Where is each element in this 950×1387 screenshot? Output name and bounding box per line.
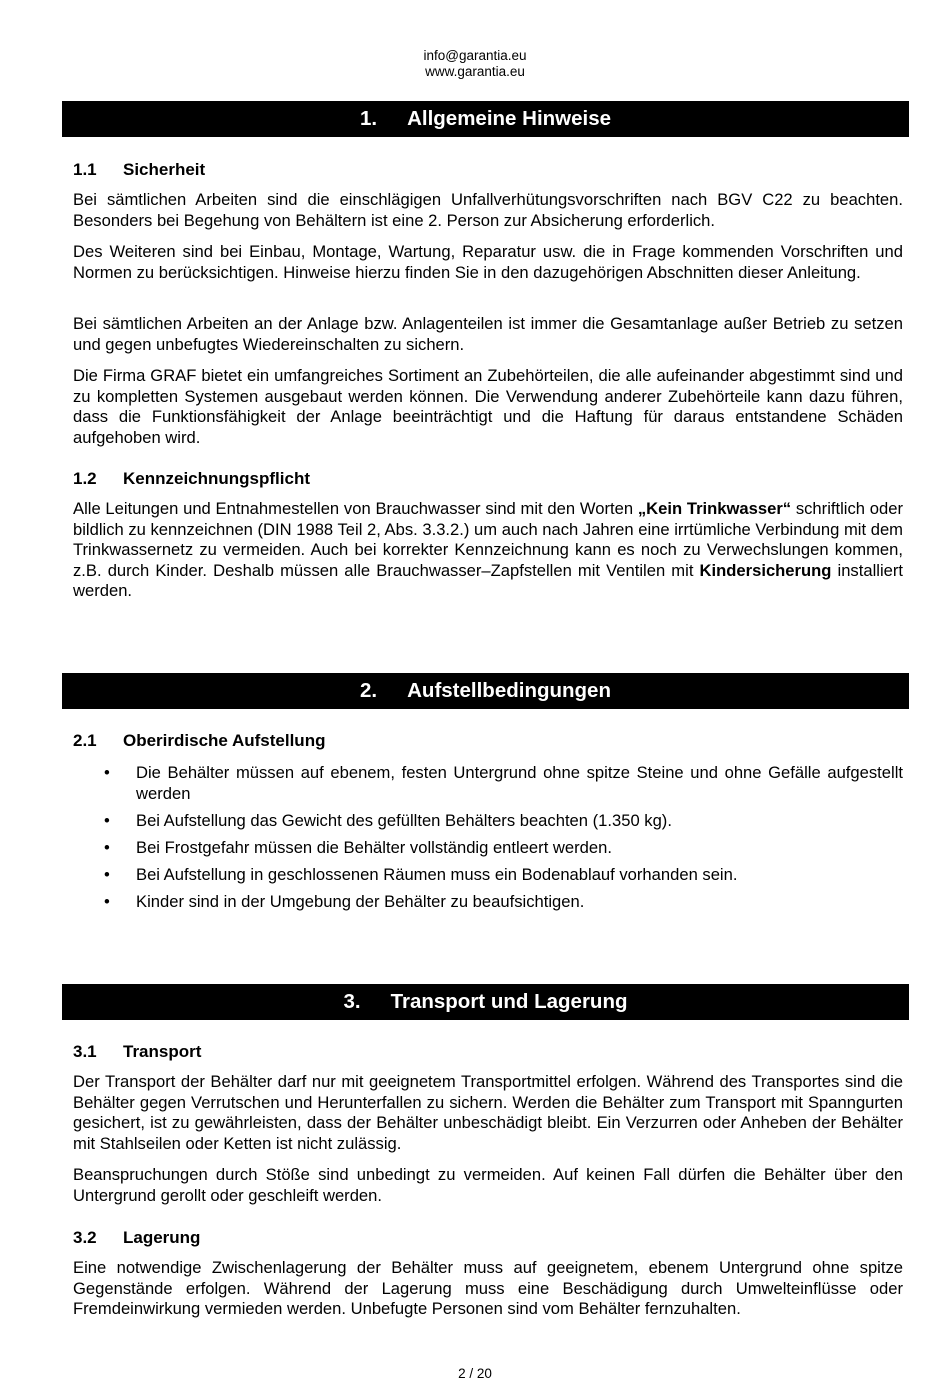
paragraph: Beanspruchungen durch Stöße sind unbedingt zu vermeiden. Auf keinen Fall dürfen die Behälter über den Untergrund gerollt oder geschleift werden.	[73, 1165, 903, 1205]
subsection-number: 1.2	[73, 469, 97, 488]
subsection-heading-2-1	[73, 731, 325, 751]
paragraph: Eine notwendige Zwischenlagerung der Behälter muss auf geeignetem, ebenem Untergrund ohne spitze Gegenstände erfolgen. Während der Lagerung muss eine Beschädigung durch Umwelteinflüsse oder Fremdeinwirkung vermieden werden. Unbefugte Personen sind vom Behälter fernzuhalten.	[73, 1258, 903, 1318]
header-website: www.garantia.eu	[425, 64, 525, 79]
paragraph: Des Weiteren sind bei Einbau, Montage, Wartung, Reparatur usw. die in Frage kommenden Vorschriften und Normen zu berücksichtigen. Hinweise hierzu finden Sie in den dazugehörigen Abschnitten dieser Anleitung.	[73, 242, 903, 282]
section-heading-3	[62, 984, 909, 1020]
section-number: 3.	[343, 990, 361, 1013]
list-item: • Bei Aufstellung in geschlossenen Räumen muss ein Bodenablauf vorhanden sein.	[73, 865, 903, 886]
subsection-number: 2.1	[73, 731, 97, 750]
subsection-heading-3-1	[73, 1042, 201, 1062]
subsection-number: 1.1	[73, 160, 97, 179]
paragraph-kennzeichnung	[73, 499, 903, 602]
subsection-heading-1-1	[73, 160, 205, 180]
paragraph: Die Firma GRAF bietet ein umfangreiches Sortiment an Zubehörteilen, die alle aufeinander abgestimmt sind und zu kompletten Systemen ausgebaut werden können. Die Verwendung anderer Zubehörteile kann dazu führen, dass die Funktionsfähigkeit der Anlage beeinträchtigt und die Haftung für daraus entstandene Schäden aufgehoben wird.	[73, 366, 903, 447]
section-title: Aufstellbedingungen	[407, 679, 611, 702]
section-number: 2.	[360, 679, 378, 702]
paragraph: Bei sämtlichen Arbeiten an der Anlage bzw. Anlagenteilen ist immer die Gesamtanlage außer Betrieb zu setzen und gegen unbefugtes Wiedereinschalten zu sichern.	[73, 314, 903, 354]
section-number: 1.	[359, 107, 378, 130]
subsection-title: Sicherheit	[123, 160, 206, 179]
bold-text: „Kein Trinkwasser“	[637, 499, 792, 518]
header-contact	[0, 48, 950, 80]
subsection-number: 3.1	[73, 1042, 97, 1061]
list-item: • Bei Frostgefahr müssen die Behälter vollständig entleert werden.	[73, 838, 903, 859]
section-title: Transport und Lagerung	[390, 990, 628, 1013]
paragraph: Der Transport der Behälter darf nur mit geeignetem Transportmittel erfolgen. Während des Transportes sind die Behälter gegen Verrutschen und Herunterfallen zu sichern. Werden die Behälter zum Transport mit Spanngurten gesichert, ist zu gewährleisten, dass der Behälter unbeschädigt bleibt. Ein Verzurren oder Anheben der Behälter mit Stahlseilen oder Ketten ist nicht zulässig.	[73, 1072, 903, 1153]
paragraph: Bei sämtlichen Arbeiten sind die einschlägigen Unfallverhütungsvorschriften nach BGV C22 zu beachten. Besonders bei Begehung von Behältern ist eine 2. Person zur Absicherung erforderlich.	[73, 190, 903, 230]
text-run: installiert werden.	[73, 560, 903, 600]
list-item: • Bei Aufstellung das Gewicht des gefüllten Behälters beachten (1.350 kg).	[73, 811, 903, 832]
text-run: schriftlich oder bildlich zu kennzeichnen (DIN 1988 Teil 2, Abs. 3.3.2.) um auch nach Jahren eine irrtümliche Verbindung mit dem Trinkwassernetz zu vermeiden. Auch bei korrekter Kennzeichnung kann es noch zu Verwechslungen kommen, z.B. durch Kinder. Deshalb müssen alle Brauchwasser–Zapfstellen mit Ventilen mit	[73, 499, 903, 580]
page-number: 2 / 20	[458, 1366, 492, 1381]
subsection-number: 3.2	[73, 1228, 97, 1247]
list-item: • Die Behälter müssen auf ebenem, festen Untergrund ohne spitze Steine und ohne Gefälle aufgestellt werden	[73, 763, 903, 804]
subsection-heading-3-2	[73, 1228, 200, 1248]
section-heading-2	[62, 673, 909, 709]
list-item: • Kinder sind in der Umgebung der Behälter zu beaufsichtigen.	[73, 892, 903, 913]
subsection-title: Kennzeichnungspflicht	[123, 469, 310, 488]
subsection-title: Transport	[123, 1042, 202, 1061]
subsection-title: Lagerung	[123, 1228, 201, 1247]
bullet-list	[73, 763, 903, 919]
header-email: info@garantia.eu	[423, 48, 527, 63]
text-run: Alle Leitungen und Entnahmestellen von Brauchwasser sind mit den Worten	[73, 499, 638, 518]
bold-text: Kindersicherung	[699, 560, 832, 580]
section-heading-1	[62, 101, 909, 137]
subsection-heading-1-2	[73, 469, 310, 489]
subsection-title: Oberirdische Aufstellung	[123, 731, 326, 750]
section-title: Allgemeine Hinweise	[407, 107, 612, 130]
